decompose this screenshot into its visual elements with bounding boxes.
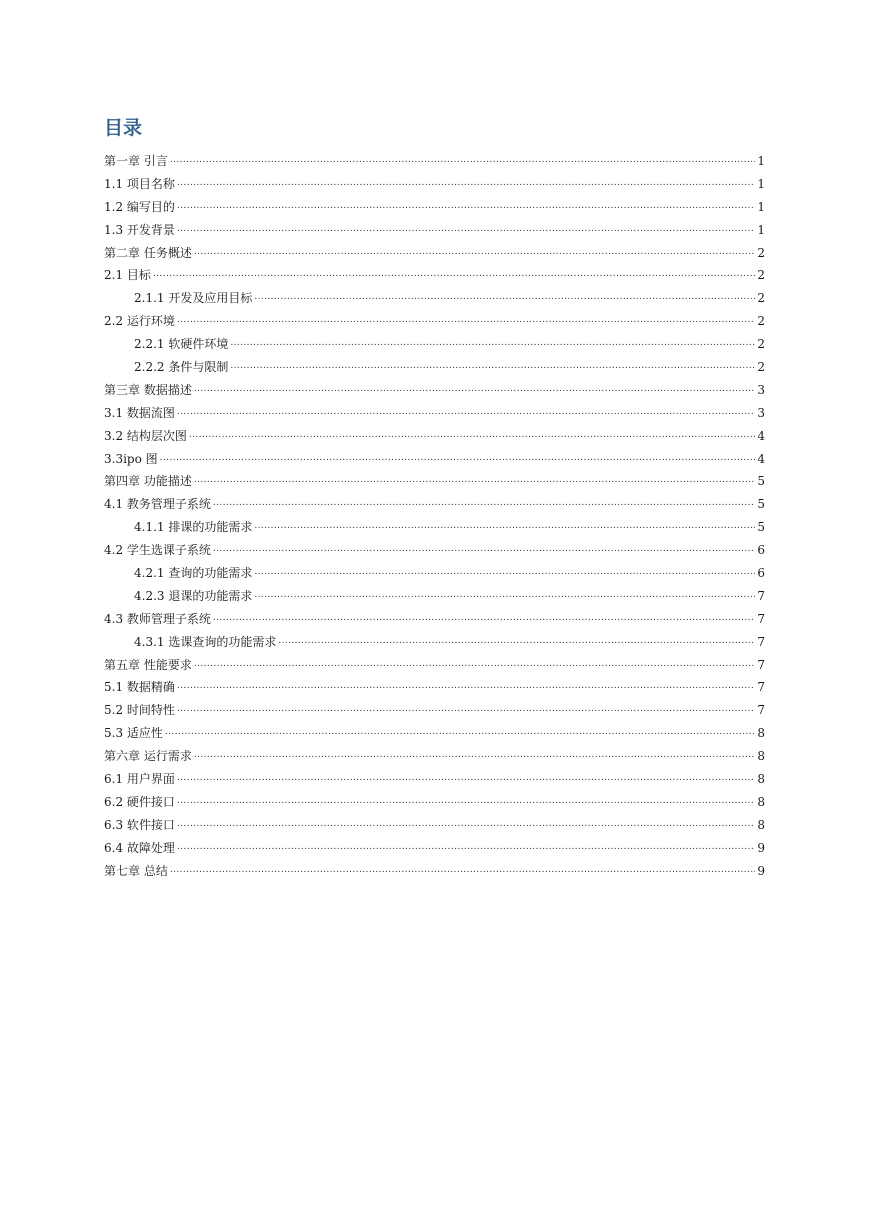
- dot-leader: [177, 765, 755, 790]
- toc-entry-label: 4.2.1 查询的功能需求: [134, 566, 253, 581]
- dot-leader: [194, 742, 755, 767]
- toc-entry-label: 第五章 性能要求: [104, 657, 192, 672]
- toc-entry-page-number: 5: [757, 474, 765, 489]
- dot-leader: [177, 193, 755, 218]
- toc-entry-page-number: 8: [757, 772, 765, 787]
- toc-entry-label: 4.3.1 选课查询的功能需求: [134, 634, 277, 649]
- toc-entry-label: 1.2 编写目的: [104, 199, 175, 214]
- toc-entry[interactable]: [104, 860, 765, 883]
- dot-leader: [213, 605, 755, 630]
- toc-entry-label: 1.3 开发背景: [104, 222, 175, 237]
- dot-leader: [177, 834, 755, 859]
- toc-entry-page-number: 8: [757, 794, 765, 809]
- dot-leader: [194, 467, 755, 492]
- dot-leader: [254, 559, 755, 584]
- dot-leader: [177, 170, 755, 195]
- toc-entry-label: 6.3 软件接口: [104, 817, 175, 832]
- toc-entry-label: 1.1 项目名称: [104, 176, 175, 191]
- toc-entry-page-number: 7: [757, 634, 765, 649]
- toc-entry-page-number: 8: [757, 749, 765, 764]
- dot-leader: [213, 490, 755, 515]
- toc-entry-label: 4.1.1 排课的功能需求: [134, 520, 253, 535]
- toc-entry-page-number: 4: [757, 451, 765, 466]
- dot-leader: [230, 353, 755, 378]
- toc-entry-label: 第七章 总结: [104, 863, 168, 878]
- toc-entry-page-number: 2: [757, 314, 765, 329]
- toc-entry-label: 第一章 引言: [104, 154, 168, 168]
- toc-entry-page-number: 7: [757, 611, 765, 626]
- dot-leader: [177, 216, 755, 241]
- toc-entry-page-number: 3: [757, 382, 765, 397]
- toc-entry-page-number: 5: [757, 520, 765, 535]
- toc-entry-page-number: 2: [757, 291, 765, 306]
- dot-leader: [254, 284, 755, 309]
- toc-entry-label: 2.1 目标: [104, 268, 151, 283]
- dot-leader: [254, 513, 755, 538]
- toc-entry-label: 2.2.1 软硬件环境: [134, 337, 229, 352]
- toc-entry-label: 4.2.3 退课的功能需求: [134, 588, 253, 603]
- toc-entry-page-number: 5: [757, 497, 765, 512]
- toc-entry-label: 5.2 时间特性: [104, 703, 175, 718]
- toc-entry-page-number: 2: [757, 245, 765, 260]
- toc-entry-page-number: 2: [757, 360, 765, 375]
- toc-entry-label: 2.1.1 开发及应用目标: [134, 291, 253, 306]
- toc-entry-label: 3.3ipo 图: [104, 451, 158, 466]
- dot-leader: [254, 582, 755, 607]
- toc-entry-page-number: 6: [757, 566, 765, 581]
- dot-leader: [177, 399, 755, 424]
- toc-title: 目录: [104, 117, 143, 139]
- toc-entry-page-number: 6: [757, 543, 765, 558]
- toc-entry-label: 5.1 数据精确: [104, 680, 175, 695]
- dot-leader: [278, 628, 755, 653]
- toc-entry-page-number: 7: [757, 657, 765, 672]
- toc-entry-label: 4.1 教务管理子系统: [104, 497, 211, 512]
- toc-entry-label: 6.2 硬件接口: [104, 794, 175, 809]
- toc-entry-page-number: 7: [757, 680, 765, 695]
- dot-leader: [189, 422, 755, 447]
- toc-entry-page-number: 2: [757, 337, 765, 352]
- dot-leader: [160, 445, 755, 470]
- dot-leader: [153, 261, 755, 286]
- toc-entry-page-number: 1: [757, 154, 765, 168]
- dot-leader: [194, 376, 755, 401]
- dot-leader: [177, 811, 755, 836]
- dot-leader: [177, 673, 755, 698]
- toc-entry-label: 6.1 用户界面: [104, 772, 175, 787]
- dot-leader: [230, 330, 755, 355]
- toc-entry-page-number: 1: [757, 222, 765, 237]
- toc-entry-label: 3.2 结构层次图: [104, 428, 187, 443]
- toc-entry-label: 4.2 学生选课子系统: [104, 543, 211, 558]
- toc-list: [104, 150, 765, 883]
- dot-leader: [170, 147, 755, 172]
- toc-entry-page-number: 8: [757, 817, 765, 832]
- toc-entry-page-number: 3: [757, 405, 765, 420]
- toc-entry-page-number: 7: [757, 588, 765, 603]
- toc-entry-label: 第六章 运行需求: [104, 749, 192, 764]
- dot-leader: [194, 239, 755, 264]
- toc-entry-page-number: 2: [757, 268, 765, 283]
- dot-leader: [177, 788, 755, 813]
- toc-entry-label: 2.2.2 条件与限制: [134, 360, 229, 375]
- toc-entry-page-number: 8: [757, 726, 765, 741]
- toc-entry-label: 5.3 适应性: [104, 726, 163, 741]
- toc-entry-page-number: 1: [757, 176, 765, 191]
- toc-entry-page-number: 9: [757, 863, 765, 878]
- dot-leader: [177, 307, 755, 332]
- toc-entry-label: 2.2 运行环境: [104, 314, 175, 329]
- dot-leader: [194, 651, 755, 676]
- toc-entry-page-number: 7: [757, 703, 765, 718]
- toc-entry-page-number: 9: [757, 840, 765, 855]
- toc-entry-label: 3.1 数据流图: [104, 405, 175, 420]
- dot-leader: [213, 536, 755, 561]
- toc-entry-label: 第三章 数据描述: [104, 382, 192, 397]
- toc-entry-label: 6.4 故障处理: [104, 840, 175, 855]
- dot-leader: [170, 857, 755, 882]
- dot-leader: [177, 696, 755, 721]
- toc-entry-label: 4.3 教师管理子系统: [104, 611, 211, 626]
- dot-leader: [165, 719, 755, 744]
- toc-entry-page-number: 4: [757, 428, 765, 443]
- toc-entry-label: 第二章 任务概述: [104, 245, 192, 260]
- toc-entry-page-number: 1: [757, 199, 765, 214]
- toc-entry-label: 第四章 功能描述: [104, 474, 192, 489]
